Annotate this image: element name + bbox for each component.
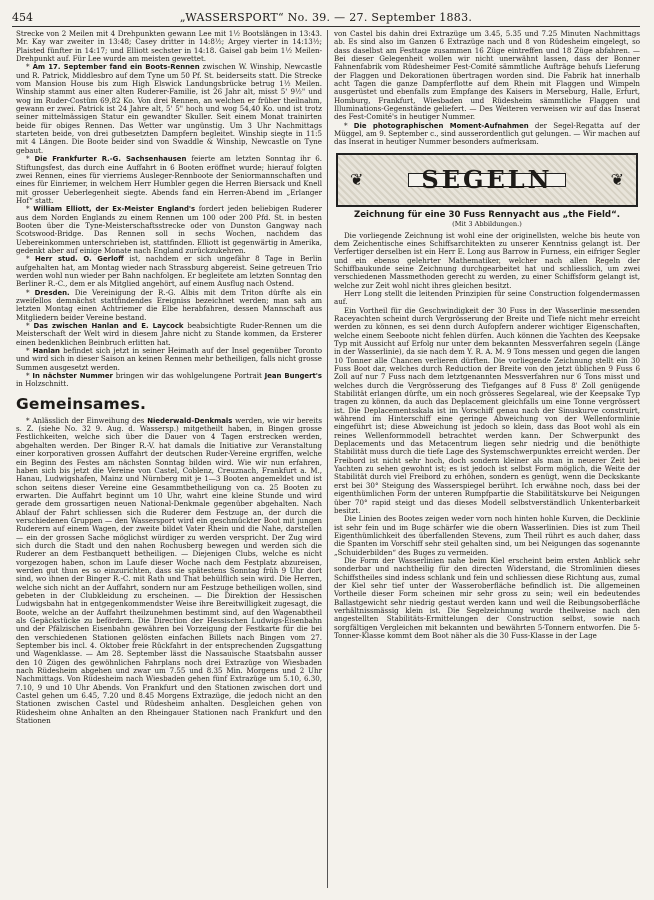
paragraph: * In nächster Nummer bringen wir das wohlgelungene Portrait Jean Bungert's in Holzschnitt. bbox=[16, 371, 322, 389]
article-title: Zeichnung für eine 30 Fuss Rennyacht aus „the Field“. bbox=[353, 209, 621, 220]
paragraph: Ein Vortheil für die Geschwindigkeit der 30 Fuss in der Wasserlinie messenden Raceyachten scheint durch Vergrösserung der Breite und Tiefe nicht mehr erreicht werden zu können, es sei denn durch Aufopfern anderer wichtiger Eigenschaften, welche einem Seeboote nicht fehlen dürfen. Auch können die Yachten des Keepsake Typ mit Aussicht auf Erfolg nur unter dem bekannten Messverfahren segeln (Länge in der Wasserlinie), da sie nach dem Y. R. A. M. 9 Tons messen und gegen die langen 10 Tonner alle Chancen verlieren dürften. Die vorliegende Zeichnung stellt ein 30 Fuss Boot dar, welches durch Reduction der Breite von den jetzt üblichen 9 Fuss 6 Zoll auf nur 7 Fuss nach dem letztgenannten Messverfahren nur 6 Tons misst und welches durch die Vergrösserung des Tiefganges auf 8 Fuss 8' Zoll genügende Stabilität erlangen dürfte, um ein noch grösseres Segelareal, wie der Keepsake Typ tragen zu können, da auch das Deplacement gleichfalls um eine Tonne vergrössert ist. Die Deplacementsskala ist im Vorschiff genau nach der Sinuskurve construirt, während im Hinterschiff eine geringe Abweichung von der Wellenformlinie eingeführt ist; diese Abweichung ist jedoch so klein, dass das Boot wohl als ein reines Wellenformmodell betrachtet werden kann. Der Schwerpunkt des Deplacements und das Metacentrum liegen sehr niedrig und die benöthigte Stabilität muss durch die tiefe Lage des Systemschwerpunktes erreicht werden. Der Freibord ist nicht sehr hoch, doch sondern kleiner als man in neuerer Zeit bei Yachten zu sehen gewohnt ist; es ist jedoch ist selbst Form möglich, die Weite der Stabilität durch viel Freibord zu erhöhen, sondern es genügt, wenn die Deckskante erst bei 30° Steigung des Wasserspiegel berührt. Ich erwähne noch, dass bei der eigenthümlichen Form der unteren Rumpfpartie die Stabilitätskurve bei Neigungen über 70° rapid steigt und das dieses Modell selbstverständlich Unkenterbarkeit besitzt. bbox=[334, 305, 640, 515]
paragraph: * William Elliott, der Ex-Meister England's fordert jeden beliebigen Ruderer aus dem Norden Englands zu einem Rennen um 100 oder 200 Pfd. St. in besten Booten über die Tyne-Meisterschaftsstrecke oder von Dunston Gangway nach Scotswood-Bridge. Das Rennen soll in sechs Wochen, nachdem das Uebereinkommen unterschrieben ist, stattfinden. Elliott ist gegenwärtig in Amerika, gedenkt aber auf einige Monate nach England zurückzukehren. bbox=[16, 204, 322, 255]
paragraph: * Hanlan befindet sich jetzt in seiner Heimath auf der Insel gegenüber Toronto und wird sich in dieser Saison an keinen Rennen mehr betheiligen, falls nicht grosse Summen ausgesetzt werden. bbox=[16, 346, 322, 372]
paragraph: Herr Long stellt die leitenden Prinzipien für seine Construction folgendermassen auf. bbox=[334, 288, 640, 307]
right-column bbox=[334, 30, 640, 886]
ornament-icon: ❦ bbox=[610, 169, 624, 189]
article-subtitle: (Mit 3 Abbildungen.) bbox=[452, 220, 522, 229]
paragraph: * Die photographischen Moment-Aufnahmen der Segel-Regatta auf der Müggel, am 9. September c., sind ausserordentlich gut gelungen. — Wir machen auf das Inserat in heutiger Nummer besonders aufmerksam. bbox=[334, 120, 640, 147]
paragraph: Strecke von 2 Meilen mit 4 Drehpunkten gewann Lee mit 1½ Bootslängen in 13:43. Mr. Kay war zweiter in 13:48; Casey dritter in 14:8½; Argey vierter in 14:13½; Plaisted fünfter in 14:17; und Elliott sechster in 14:18. Gaisel gab beim 1½ Meilen-Drehpunkt auf. Für Lee wurde am meisten gewettet. bbox=[16, 30, 322, 64]
page-header bbox=[12, 6, 640, 27]
paragraph: * Herr stud. O. Gerloff ist, nachdem er sich ungefähr 8 Tage in Berlin aufgehalten hat, am Montag wieder nach Strassburg abgereist. Seine getreuen Trio werden wohl nun wieder per Bahn nachfolgen. Er begleitete am letzten Sonntag den Berliner R.-C., dem er als Mitglied angehört, auf einem Ausflug nach Ostend. bbox=[16, 254, 322, 289]
paragraph: * Dresden. Die Vereinigung der R.-G. Albis mit dem Triton dürfte als ein zweifellos demnächst stattfindendes Ereigniss bezeichnet werden; man sah am letzten Montag einen Achtriemer die Elbe herabfahren, dessen Mannschaft aus Mitgliedern beider Vereine bestand. bbox=[16, 287, 322, 322]
paragraph: von Castel bis dahin drei Extrazüge um 3.45, 5.35 und 7.25 Minuten Nachmittags ab. Es sind also im Ganzen 6 Extrazüge nach und 8 von Rüdesheim eingelegt, so dass daselbst am Festtage zusammen 16 Züge eintreffen und 18 Züge abfahren. — Bei dieser Gelegenheit wollen wir nicht unerwähnt lassen, dass der Bonner Fahnenfabrik vom Rüdesheimer Fest-Comité sämmtliche Aufträge behufs Lieferung der Flaggen und Dekorationen übertragen worden sind. Die Fabrik hat innerhalb acht Tagen die ganze Dampferflotte auf dem Rhein mit Flaggen und Wimpeln ausgerüstet und ebenfalls zum Empfange des Kaisers in Merseburg, Halle, Erfurt, Homburg, Frankfurt, Wiesbaden und Rüdesheim sämmtliche Flaggen und Illuminations-Gegenstände geliefert. — Des Weiteren verweisen wir auf das Inserat des Fest-Comité's in heutiger Nummer. bbox=[334, 30, 640, 122]
paragraph: * Am 17. September fand ein Boots-Rennen zwischen W. Winship, Newcastle und R. Patrick, Middlesbro auf dem Tyne um 50 Pf. St. beiderseits statt. Die Strecke vom Mansion House bis zum High Elswick Landungsbrücke betrug 1½ Meilen. Winship stammt aus einer alten Ruderer-Familie, ist 26 Jahr alt, misst 5' 9½" und wog im Ruder-Costüm 69,82 Ko. Von drei Rennen, an welchen er früher theilnahm, gewann er zwei. Patrick ist 24 Jahre alt, 5' 5" hoch und wog 54,40 Ko. und ist trotz seiner mittelmässigen Statur ein gewandter Skuller. Seit einem Monat trainirten beide für obiges Rennen. Das Wetter war ungünstig. Um 3 Uhr Nachmittags starteten beide, von drei gutbesetzten Dampfern begleitet. Winship siegte in 11:5 mit 4 Längen. Die Boote beider sind von Swaddle & Winship, Newcastle on Tyne gebaut. bbox=[16, 62, 322, 155]
column-divider bbox=[327, 30, 328, 888]
paragraph: Die Form der Wasserlinien nahe beim Kiel erscheint beim ersten Anblick sehr sonderbar und nachtheilig für den directen Widerstand, die Stromlinien dieses Schiffstheiles sind indess schlank und fein und schliessen diese Richtung aus, zumal der Kiel sehr tief unter der Wasseroberfläche befindlich ist. Die allgemeinen Vortheile dieser Form scheinen mir sehr gross zu sein; weil ein bedeutendes Ballastgewicht sehr niedrig gestaut werden kann und weil die Reibungsoberfläche verhältnissmässig klein ist. Die Segelzeichnung wurde theilweise nach den angestellten Stabilitäts-Ermittelungen der Construction selbst, sowie nach sorgfältigen Vergleichen mit bekannten und bewährten 5-Tonnern entworfen. Die 5-Tonner-Klasse kommt dem Boot näher als die 30 Fuss-Klasse in der Lage bbox=[334, 555, 640, 640]
paragraph: * Die Frankfurter R.-G. Sachsenhausen feierte am letzten Sonntag ihr 6. Stiftungsfest, das durch eine Auffahrt in 6 Booten eröffnet wurde; hierauf folgten zwei Rennen, eines für vierriems Ausleger-Rennboote der Seniormannschaften und eines für Einriemer, in welchem Herr Humbler gegen die Herren Biersack und Knell mit grosser Ueberlegenheit siegte. Abends fand ein Herren-Abend im „Erlanger Hof“ statt. bbox=[16, 154, 322, 205]
banner-title: SEGELN bbox=[408, 173, 565, 187]
paragraph: Die vorliegende Zeichnung ist wohl eine der originellsten, welche bis heute von dem Zeichentische eines Schiffsarchitekten zu unserer Kenntniss gelangt ist. Der Verfertiger derselben ist ein Herr E. Long aus Barrow in Furness, ein eifriger Segler und ein ebenso gelehrter Mathematiker, welcher nach allen Regeln der Schiffbaukunde seine Zeichnung durchgearbeitet hat und schliesslich, um zwei verschiedenen Massmethoden gerecht zu werden, zu einer Schiffsform gelangt ist, welche zur Zeit wohl nicht ihres gleichen besitzt. bbox=[334, 230, 640, 290]
section-banner bbox=[336, 153, 638, 207]
paragraph: * Das zwischen Hanlan and E. Laycock beabsichtigte Ruder-Rennen um die Meisterschaft der Welt wird in diesem Jahre nicht zu Stande kommen, da Ersterer einen bedenklichen Beinbruch erlitten hat. bbox=[16, 321, 322, 347]
left-column bbox=[16, 30, 322, 886]
running-title: „WASSERSPORT“ No. 39. — 27. September 1883. bbox=[179, 11, 473, 24]
paragraph: Die Linien des Bootes zeigen weder vorn noch hinten hohle Kurven, die Decklinie ist sehr fein und im Buge schärfer wie die obern Wasserlinien. Dies ist zum Theil Eigenthümlichkeit des überfallenden Stevens, zum Theil rührt es auch daher, dass die Spanten im Vorschiff sehr steil gehalten sind, um bei Neigungen das sogenannte „Schuiderbilden“ des Buges zu vermeiden. bbox=[334, 514, 640, 557]
ornament-icon: ❦ bbox=[350, 169, 364, 189]
section-heading: Gemeinsames. bbox=[16, 394, 147, 413]
page-number: 454 bbox=[12, 11, 33, 24]
paragraph: * Anlässlich der Einweihung des Niederwald-Denkmals werden, wie wir bereits s. Z. (siehe No. 32 9. Aug. d. Wassersp.) mitgetheilt haben, in Bingen grosse Festlichkeiten, welche sich über die Dauer von 4 Tagen erstrecken werden, abgehalten werden. Der Binger R.-V. hat damals die Initiative zur Veranstaltung einer korporativen grossen Auffahrt der deutschen Ruder-Vereine ergriffen, welche ein Beginn des Festes am nächsten Sonntag bilden wird. Wie wir nun erfahren, haben sich bis jetzt die Vereine von Castel, Coblenz, Creuznach, Frankfurt a. M., Hanau, Ludwigshafen, Mainz und Nürnberg mit je 1—3 Booten angemeldet und ist schon seitens dieser Vereine eine Gesammtbetheiligung von ca. 25 Booten zu erwarten. Die Auffahrt beginnt um 10 Uhr, wahrt eine kleine Stunde und wird gerade dem grossartigen neuen National-Denkmale gegenüber abgehalten. Nach Ablauf der Fahrt schliessen sich die Ruderer dem Festzuge an, der durch die verschiedenen Gruppen — den Wassersport wird ein geschmückter Boot mit jungen Ruderern auf einem Wagen, der zweite bildet Vater Rhein und die Nahe, darstellen — ein der grossen Sache möglichst würdiger zu werden verspricht. Der Zug wird sich durch die Stadt und den nahen Rochusberg bewegen und werden sich die Ruderer an dem Festbanquett betheiligen. — Diejenigen Clubs, welche es nicht vorgezogen haben, schon im Laufe dieser Woche nach dem Festplatz abzureisen, werden gut thun es so einzurichten, dass sie spätestens Sonntag früh 9 Uhr dort sind, wo ihnen der Binger R.-C. mit Rath und That behülflich sein wird. Die Herren, welche sich nicht an der Auffahrt, sondern nur am Festzuge betheiligen wollen, sind gebeten in der Clubkleidung zu erscheinen. — Die Direktion der Hessischen Ludwigsbahn hat in entgegenkommendster Weise ihre Bereitwilligkeit zugesagt, die Boote, welche an der Auffahrt theilzunehmen bestimmt sind, auf den Wagenabtheil als Gepäckstücke zu befördern. Die Direction der Hessischen Ludwigs-Eisenbahn und der Pfälzischen Eisenbahn gewähren bei Vorzeigung der Festkarte für die bei den verschiedenen Stationen gelösten einfachen Billets nach Bingen vom 27. September bis incl. 4. Oktober freie Rückfahrt in der entsprechenden Zugsgattung und Wagenklasse. — Am 28. September lässt die Nassauische Staatsbahn ausser den 10 Zügen des gewöhnlichen Fahrplans noch drei Extrazüge von Wiesbaden nach Rüdesheim abgehen und zwar um 7.55 und 8.35 Min. Morgens und 2 Uhr Nachmittags. Von Rüdesheim nach Wiesbaden gehen fünf Extrazüge um 5.10, 6.30, 7.10, 9 und 10 Uhr Abends. Von Frankfurt und den Stationen zwischen dort und Castel gehen um 6.45, 7.20 und 8.45 Morgens Extrazüge, die jedoch nicht an den Stationen zwischen Castel und Rüdesheim anhalten. Desgleichen gehen von Rüdesheim ohne Anhalten an den Rheingauer Stationen nach Frankfurt und den Stationen bbox=[16, 415, 322, 726]
